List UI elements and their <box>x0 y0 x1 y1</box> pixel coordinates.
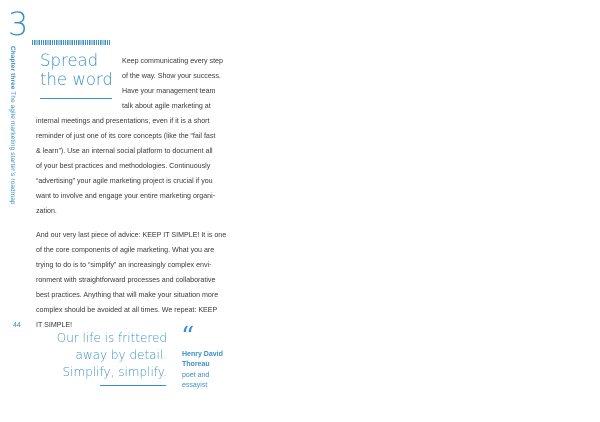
quote-author-line-2: Thoreau <box>182 361 210 368</box>
section-heading <box>40 51 113 89</box>
body-line: reminder of just one of its core concepts (like the “fail fast <box>36 132 216 140</box>
section-heading-line-1: Spread <box>40 51 99 70</box>
body-line: of the way. Show your success. <box>122 72 221 80</box>
chapter-label-rest: The agile marketing starter’s roadmap <box>9 89 16 205</box>
body-line: Keep communicating every step <box>122 57 223 65</box>
quote-line-1: Our life is frittered <box>56 331 167 345</box>
body-line: complex should be avoided at all times. We repeat: KEEP <box>36 306 218 314</box>
body-line: want to involve and engage your entire marketing organi- <box>36 192 216 200</box>
quote-line-3: Simplify, simplify. <box>62 365 167 379</box>
body-line: “advertising” your agile marketing project is crucial if you <box>36 177 213 185</box>
quote-author-role <box>182 371 209 391</box>
body-line: trying to do is to “simplify” an increasingly complex envi- <box>36 261 212 269</box>
body-line: of your best practices and methodologies. Continuously <box>36 162 211 170</box>
quote-line-2: away by detail. <box>75 348 167 362</box>
body-line: ronment with straightforward processes and collaborative <box>36 276 216 284</box>
chapter-running-title <box>9 46 16 205</box>
quote-mark-icon: “ <box>181 322 195 352</box>
quote-underline <box>100 385 166 386</box>
body-line: IT SIMPLE! <box>36 321 73 329</box>
body-line: Have your management team <box>122 87 216 95</box>
page-number: 44 <box>13 322 21 329</box>
body-line: zation. <box>36 207 57 215</box>
quote-role-line-1: poet and <box>182 372 210 379</box>
body-line: And our very last piece of advice: KEEP IT SIMPLE! It is one <box>36 231 227 239</box>
chapter-number: 3 <box>8 5 29 43</box>
chapter-label-bold: Chapter three <box>9 46 16 90</box>
body-line: talk about agile marketing at <box>122 102 211 110</box>
quote-author-line-1: Henry David <box>182 351 223 358</box>
body-line: best practices. Anything that will make your situation more <box>36 291 219 299</box>
body-line: internal meetings and presentations, even if it is a short <box>36 117 210 125</box>
heading-underline <box>40 98 112 99</box>
body-line: & learn”). Use an internal social platform to document all <box>36 147 213 155</box>
quote-author <box>182 350 223 370</box>
quote-role-line-2: essayist <box>182 382 208 389</box>
heading-decoration-bar <box>32 40 110 45</box>
section-heading-line-2: the word <box>40 70 113 89</box>
body-line: of the core components of agile marketing. What you are <box>36 246 215 254</box>
